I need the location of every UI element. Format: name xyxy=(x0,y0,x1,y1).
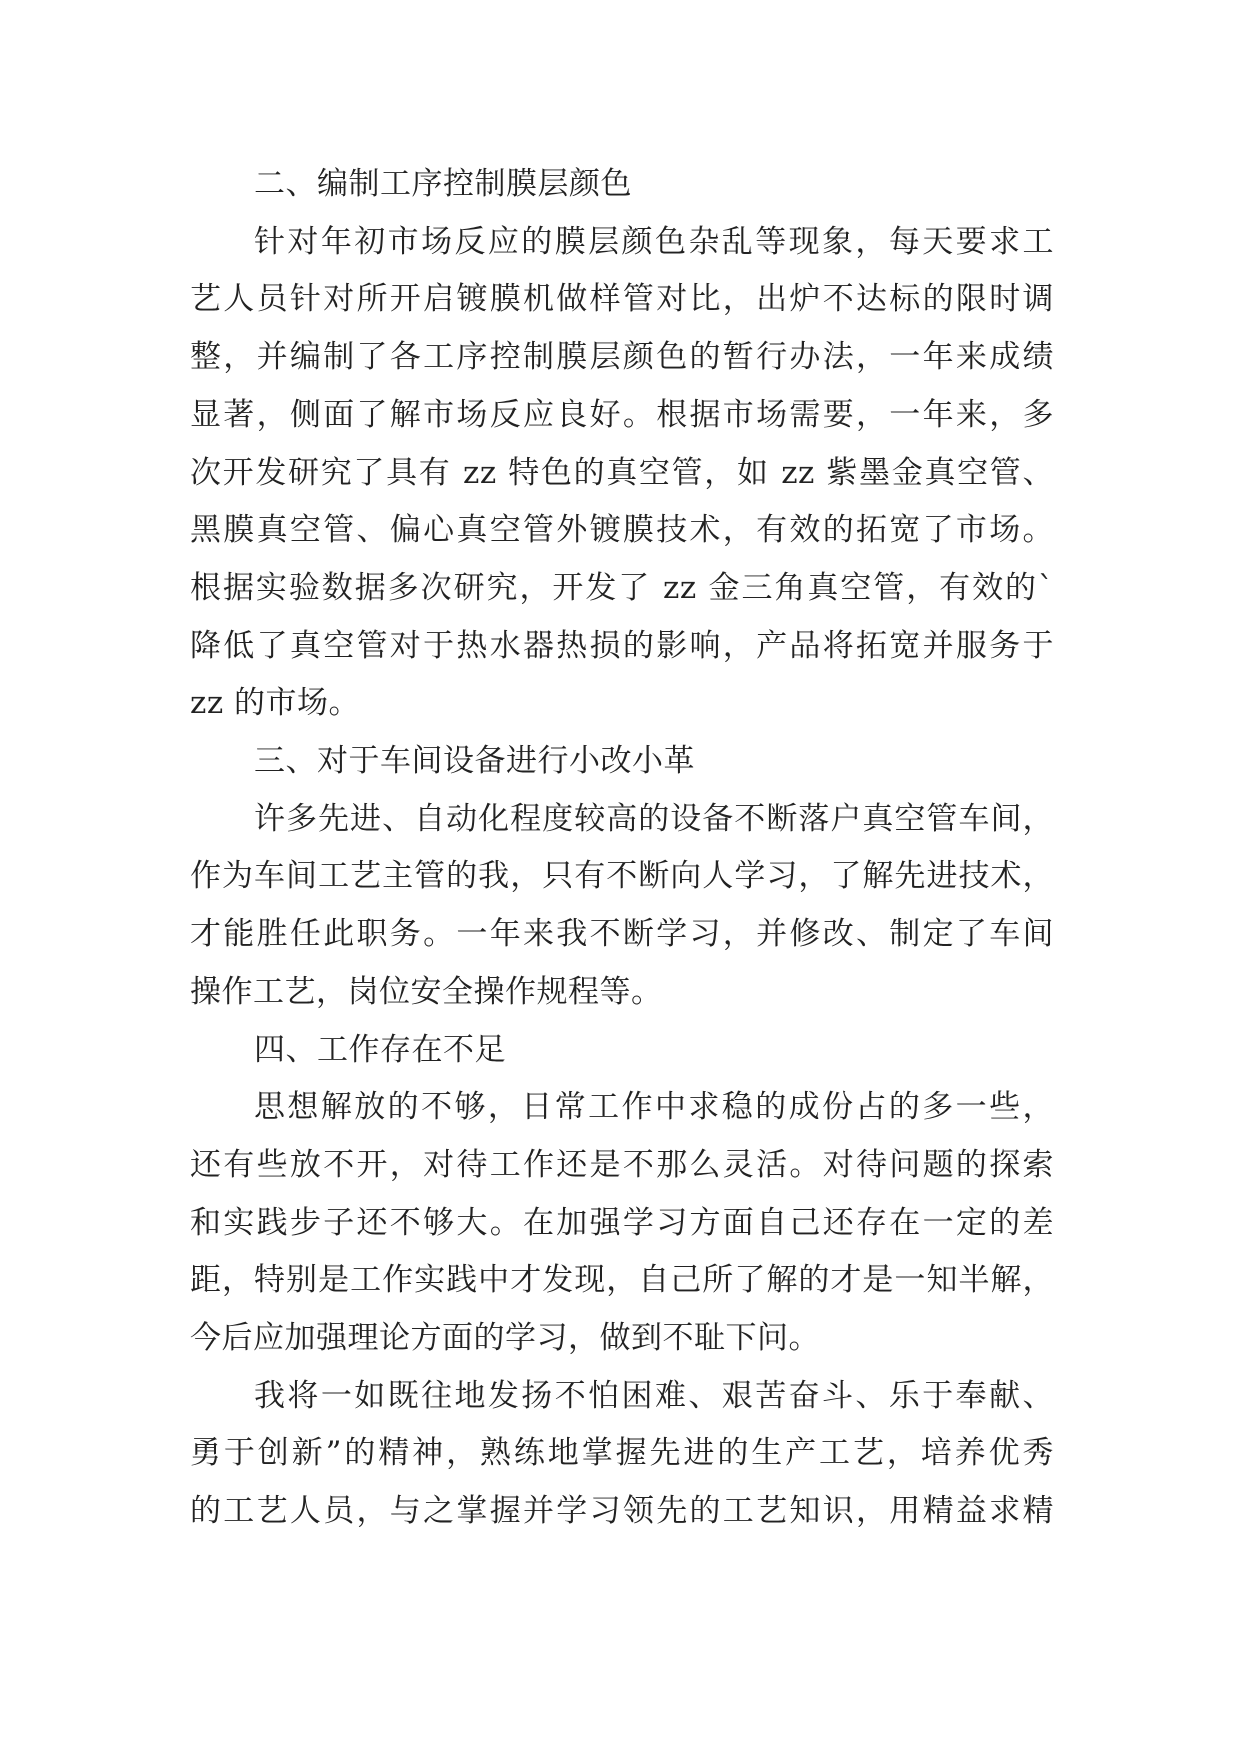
paragraph-line: 我将一如既往地发扬不怕困难、艰苦奋斗、乐于奉献、 xyxy=(254,1377,1054,1414)
paragraph-line: 今后应加强理论方面的学习，做到不耻下问。 xyxy=(190,1320,820,1357)
section-heading-2: 二、编制工序控制膜层颜色 xyxy=(254,166,632,202)
paragraph-line: 根据实验数据多次研究，开发了 zz 金三角真空管，有效的` xyxy=(190,569,1054,606)
paragraph-line: 勇于创新”的精神，熟练地掌握先进的生产工艺，培养优秀 xyxy=(190,1435,1054,1472)
section-heading-3: 三、对于车间设备进行小改小革 xyxy=(254,743,695,780)
paragraph-line: 还有些放不开，对待工作还是不那么灵活。对待问题的探索 xyxy=(190,1146,1054,1183)
paragraph-line: 和实践步子还不够大。在加强学习方面自己还存在一定的差 xyxy=(190,1204,1054,1241)
document-page xyxy=(190,156,1054,1676)
paragraph-line: 作为车间工艺主管的我，只有不断向人学习，了解先进技术， xyxy=(190,858,1054,895)
paragraph-line: 的工艺人员，与之掌握并学习领先的工艺知识，用精益求精 xyxy=(190,1493,1054,1530)
paragraph-line: 艺人员针对所开启镀膜机做样管对比，出炉不达标的限时调 xyxy=(190,281,1054,318)
paragraph-line: 针对年初市场反应的膜层颜色杂乱等现象，每天要求工 xyxy=(254,223,1054,260)
paragraph-line: 操作工艺，岗位安全操作规程等。 xyxy=(190,973,663,1010)
paragraph-line: 降低了真空管对于热水器热损的影响，产品将拓宽并服务于 xyxy=(190,627,1054,664)
paragraph-line: 次开发研究了具有 zz 特色的真空管，如 zz 紫墨金真空管、 xyxy=(190,454,1054,491)
paragraph-line: 距，特别是工作实践中才发现，自己所了解的才是一知半解， xyxy=(190,1262,1054,1299)
paragraph-line: 黑膜真空管、偏心真空管外镀膜技术，有效的拓宽了市场。 xyxy=(190,512,1054,549)
paragraph-line: 许多先进、自动化程度较高的设备不断落户真空管车间， xyxy=(254,800,1054,837)
paragraph-line: 整，并编制了各工序控制膜层颜色的暂行办法，一年来成绩 xyxy=(190,339,1054,376)
paragraph-line: 显著，侧面了解市场反应良好。根据市场需要，一年来，多 xyxy=(190,396,1054,433)
paragraph-line: 才能胜任此职务。一年来我不断学习，并修改、制定了车间 xyxy=(190,916,1054,953)
section-heading-4: 四、工作存在不足 xyxy=(254,1031,506,1068)
paragraph-line: zz 的市场。 xyxy=(190,685,361,722)
paragraph-line: 思想解放的不够，日常工作中求稳的成份占的多一些， xyxy=(254,1089,1054,1126)
